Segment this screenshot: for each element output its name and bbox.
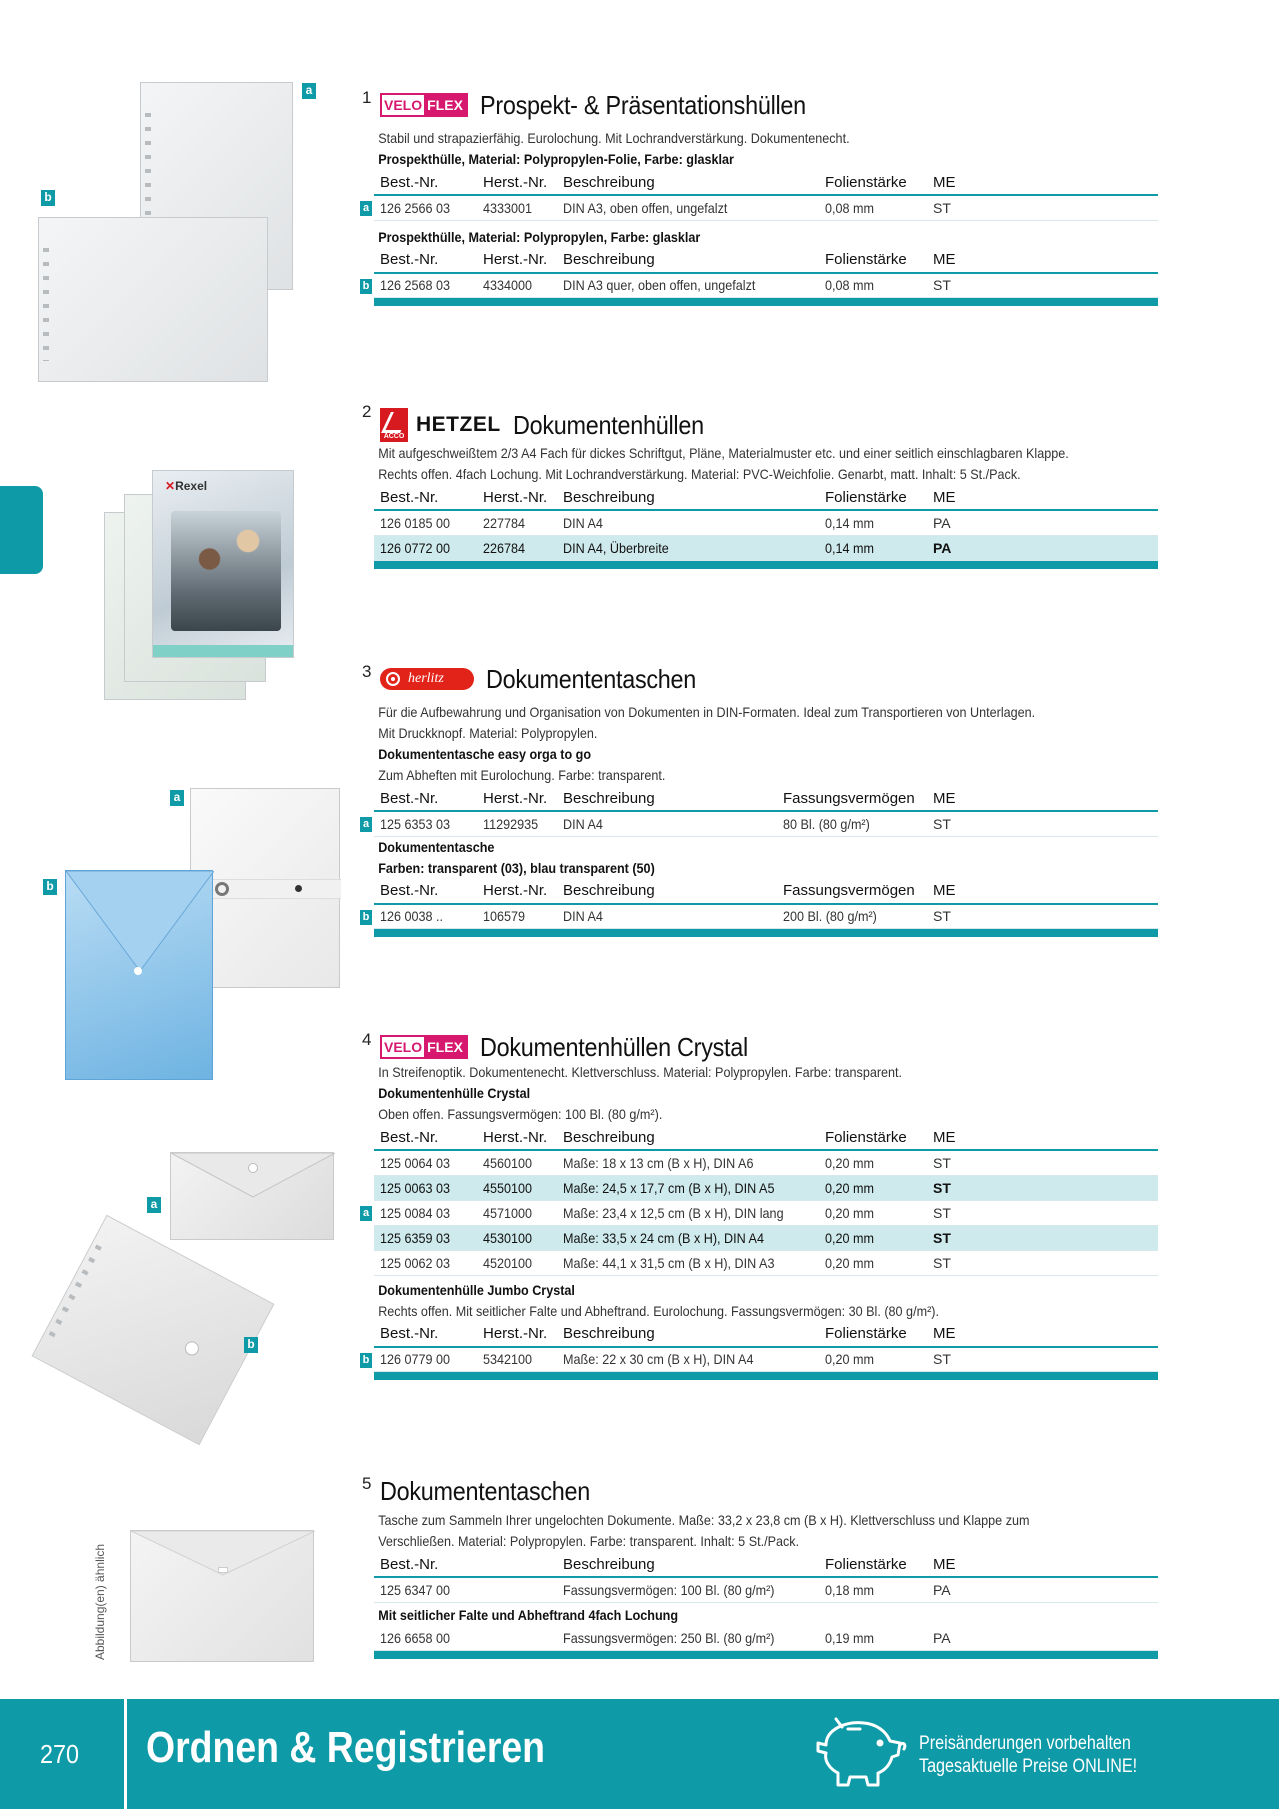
section-end-bar xyxy=(374,298,1158,306)
section-number: 2 xyxy=(362,402,372,421)
product-table xyxy=(362,786,1158,837)
col-header: Fassungsvermögen xyxy=(777,786,927,811)
section-description-2: Rechts offen. 4fach Lochung. Mit Lochrandverstärkung. Material: PVC-Weichfolie. Genarbt, matt. Inhalt: 5 St./Pack. xyxy=(378,466,1021,482)
section-description-2: Verschließen. Material: Polypropylen. Farbe: transparent. Inhalt: 5 St./Pack. xyxy=(378,1533,800,1549)
hetzel-logo: ACCO HETZEL xyxy=(380,410,501,440)
group-subtitle: Dokumentenhülle Crystal xyxy=(378,1085,531,1101)
product-image-dokumententasche xyxy=(130,1530,314,1662)
product-table xyxy=(362,879,1158,930)
section-4 xyxy=(362,1028,1146,1380)
section-description: Stabil und strapazierfähig. Eurolochung. Mit Lochrandverstärkung. Dokumentenecht. xyxy=(378,130,850,146)
row-tag: a xyxy=(360,201,372,216)
section-title: Dokumentenhüllen xyxy=(512,410,704,440)
table-row: a 126 2566 03 4333001 DIN A3, oben offen, ungefalzt 0,08 mm ST xyxy=(374,195,1158,220)
section-2 xyxy=(362,400,1146,569)
table-row: b 126 0038 .. 106579 DIN A4 200 Bl. (80 g/m²) ST xyxy=(374,904,1158,929)
col-header: ME xyxy=(927,170,987,195)
section-description: Für die Aufbewahrung und Organisation von Dokumenten in DIN-Formaten. Ideal zum Transportieren von Unterlagen. xyxy=(378,704,1036,720)
group-subtitle: Prospekthülle, Material: Polypropylen, Farbe: glasklar xyxy=(378,228,701,245)
table-row: 125 0062 03 4520100 Maße: 44,1 x 31,5 cm (B x H), DIN A3 0,20 mm ST xyxy=(374,1250,1158,1275)
product-image-a3-landscape xyxy=(38,217,268,382)
group-subtitle-2: Farben: transparent (03), blau transparent (50) xyxy=(378,859,655,876)
page-number: 270 xyxy=(40,1739,80,1769)
col-header: Best.-Nr. xyxy=(374,170,477,195)
group-subtitle: Mit seitlicher Falte und Abheftrand 4fach Lochung xyxy=(378,1606,679,1623)
product-table xyxy=(374,1626,1158,1652)
col-header: ME xyxy=(927,1552,987,1577)
section-end-bar xyxy=(374,561,1158,569)
col-header: Folienstärke xyxy=(819,1322,927,1347)
col-header: Herst.-Nr. xyxy=(477,879,557,904)
product-image-crystal-dinlang xyxy=(170,1152,334,1240)
col-header: Best.-Nr. xyxy=(374,786,477,811)
section-description-2: Mit Druckknopf. Material: Polypropylen. xyxy=(378,725,598,741)
footer-divider xyxy=(124,1699,127,1809)
col-header: ME xyxy=(927,786,987,811)
footer-note xyxy=(919,1732,1137,1778)
product-image-blue-envelope xyxy=(65,870,213,1080)
section-title: Dokumententaschen xyxy=(380,1476,591,1506)
section-number: 3 xyxy=(362,662,372,681)
page-footer xyxy=(0,1699,1279,1809)
image-note: Abbildung(en) ähnlich xyxy=(93,1543,107,1660)
image-tag-b: b xyxy=(41,190,55,206)
col-header: Herst.-Nr. xyxy=(477,1125,557,1150)
section-description: Tasche zum Sammeln Ihrer ungelochten Dokumente. Maße: 33,2 x 23,8 cm (B x H). Klettverschluss und Klappe zum xyxy=(378,1512,1030,1528)
col-header: Best.-Nr. xyxy=(374,879,477,904)
col-header: Herst.-Nr. xyxy=(477,1322,557,1347)
table-row: 126 0185 00 227784 DIN A4 0,14 mm PA xyxy=(374,510,1158,535)
row-tag: b xyxy=(360,279,372,294)
product-table xyxy=(362,248,1158,299)
col-header: Folienstärke xyxy=(819,170,927,195)
col-header: Herst.-Nr. xyxy=(477,786,557,811)
product-table xyxy=(374,485,1158,561)
section-3 xyxy=(362,660,1146,937)
image-tag-a: a xyxy=(302,83,316,99)
col-header: ME xyxy=(927,248,987,273)
col-header: Beschreibung xyxy=(557,786,777,811)
col-header: ME xyxy=(927,1322,987,1347)
col-header: Beschreibung xyxy=(557,1322,819,1347)
col-header: ME xyxy=(927,485,987,510)
col-header: Best.-Nr. xyxy=(374,1322,477,1347)
col-header: Folienstärke xyxy=(819,1125,927,1150)
col-header: Beschreibung xyxy=(557,248,819,273)
col-header: Beschreibung xyxy=(557,170,819,195)
col-header: Folienstärke xyxy=(819,485,927,510)
col-header: Best.-Nr. xyxy=(374,1125,477,1150)
col-header: Beschreibung xyxy=(557,879,777,904)
col-header: Folienstärke xyxy=(819,1552,927,1577)
section-end-bar xyxy=(374,929,1158,937)
section-number: 5 xyxy=(362,1474,372,1493)
veloflex-logo: VELO FLEX xyxy=(380,1032,468,1062)
table-row: 126 6658 00 Fassungsvermögen: 250 Bl. (80 g/m²) 0,19 mm PA xyxy=(374,1626,1158,1651)
section-description: Mit aufgeschweißtem 2/3 A4 Fach für dickes Schriftgut, Pläne, Materialmuster etc. und einer seitlich einschlagbaren Klappe. xyxy=(378,445,1069,461)
col-header: Beschreibung xyxy=(557,1125,819,1150)
col-header: Fassungsvermögen xyxy=(777,879,927,904)
table-row: 125 0064 03 4560100 Maße: 18 x 13 cm (B x H), DIN A6 0,20 mm ST xyxy=(374,1150,1158,1175)
footer-note-2: Tagesaktuelle Preise ONLINE! xyxy=(919,1756,1138,1777)
chapter-thumb-tab xyxy=(0,486,43,574)
table-row: b 126 0779 00 5342100 Maße: 22 x 30 cm (B x H), DIN A4 0,20 mm ST xyxy=(374,1347,1158,1372)
section-title: Dokumentenhüllen Crystal xyxy=(479,1032,748,1062)
col-header: Herst.-Nr. xyxy=(477,170,557,195)
section-end-bar xyxy=(374,1372,1158,1380)
section-5 xyxy=(362,1472,1146,1659)
chapter-title: Ordnen & Registrieren xyxy=(146,1723,546,1772)
image-tag-b: b xyxy=(43,879,57,895)
group-description: Oben offen. Fassungsvermögen: 100 Bl. (80 g/m²). xyxy=(378,1106,663,1122)
section-number: 4 xyxy=(362,1030,372,1049)
table-row: 125 6359 03 4530100 Maße: 33,5 x 24 cm (B x H), DIN A4 0,20 mm ST xyxy=(374,1225,1158,1250)
piggy-bank-icon xyxy=(812,1715,908,1791)
group-subtitle: Dokumentenhülle Jumbo Crystal xyxy=(378,1281,575,1298)
section-1 xyxy=(362,86,1146,306)
product-image-jumbo-crystal xyxy=(32,1215,275,1445)
group-description: Rechts offen. Mit seitlicher Falte und Abheftrand. Eurolochung. Fassungsvermögen: 30 Bl. (80 g/m²). xyxy=(378,1302,939,1319)
image-tag-a: a xyxy=(170,790,184,806)
col-header: Herst.-Nr. xyxy=(477,485,557,510)
section-title: Dokumententaschen xyxy=(486,664,697,694)
col-header: Best.-Nr. xyxy=(374,485,477,510)
table-row: 125 6347 00 Fassungsvermögen: 100 Bl. (80 g/m²) 0,18 mm PA xyxy=(374,1577,1158,1602)
image-tag-a: a xyxy=(147,1197,161,1213)
table-row: a 125 0084 03 4571000 Maße: 23,4 x 12,5 cm (B x H), DIN lang 0,20 mm ST xyxy=(374,1200,1158,1225)
section-title: Prospekt- & Präsentationshüllen xyxy=(479,90,806,120)
section-end-bar xyxy=(374,1651,1158,1659)
col-header: Best.-Nr. xyxy=(374,1552,557,1577)
product-table xyxy=(362,1125,1158,1276)
group-subtitle: Dokumententasche xyxy=(378,838,495,855)
col-header: Herst.-Nr. xyxy=(477,248,557,273)
table-row: a 125 6353 03 11292935 DIN A4 80 Bl. (80 g/m²) ST xyxy=(374,811,1158,836)
product-image-rexel-cover xyxy=(152,470,294,658)
group-subtitle: Prospekthülle, Material: Polypropylen-Folie, Farbe: glasklar xyxy=(378,151,734,167)
table-row: 125 0063 03 4550100 Maße: 24,5 x 17,7 cm (B x H), DIN A5 0,20 mm ST xyxy=(374,1175,1158,1200)
col-header: ME xyxy=(927,879,987,904)
product-table xyxy=(362,170,1158,221)
herlitz-logo: herlitz xyxy=(380,664,474,694)
section-number: 1 xyxy=(362,88,372,107)
product-table xyxy=(362,1322,1158,1373)
table-row: b 126 2568 03 4334000 DIN A3 quer, oben offen, ungefalzt 0,08 mm ST xyxy=(374,273,1158,298)
veloflex-logo: VELO FLEX xyxy=(380,90,468,120)
col-header: Folienstärke xyxy=(819,248,927,273)
col-header: Beschreibung xyxy=(557,485,819,510)
group-description: Zum Abheften mit Eurolochung. Farbe: transparent. xyxy=(378,767,666,783)
table-row: 126 0772 00 226784 DIN A4, Überbreite 0,14 mm PA xyxy=(374,535,1158,560)
rexel-logo: ✕Rexel xyxy=(165,479,208,493)
product-table xyxy=(374,1552,1158,1603)
group-subtitle: Dokumententasche easy orga to go xyxy=(378,746,592,762)
image-tag-b: b xyxy=(244,1337,258,1353)
col-header: Best.-Nr. xyxy=(374,248,477,273)
photo-people xyxy=(171,511,281,631)
footer-note-1: Preisänderungen vorbehalten xyxy=(919,1733,1131,1754)
col-header: ME xyxy=(927,1125,987,1150)
col-header: Beschreibung xyxy=(557,1552,819,1577)
section-description: In Streifenoptik. Dokumentenecht. Klettverschluss. Material: Polypropylen. Farbe: transparent. xyxy=(378,1064,903,1080)
